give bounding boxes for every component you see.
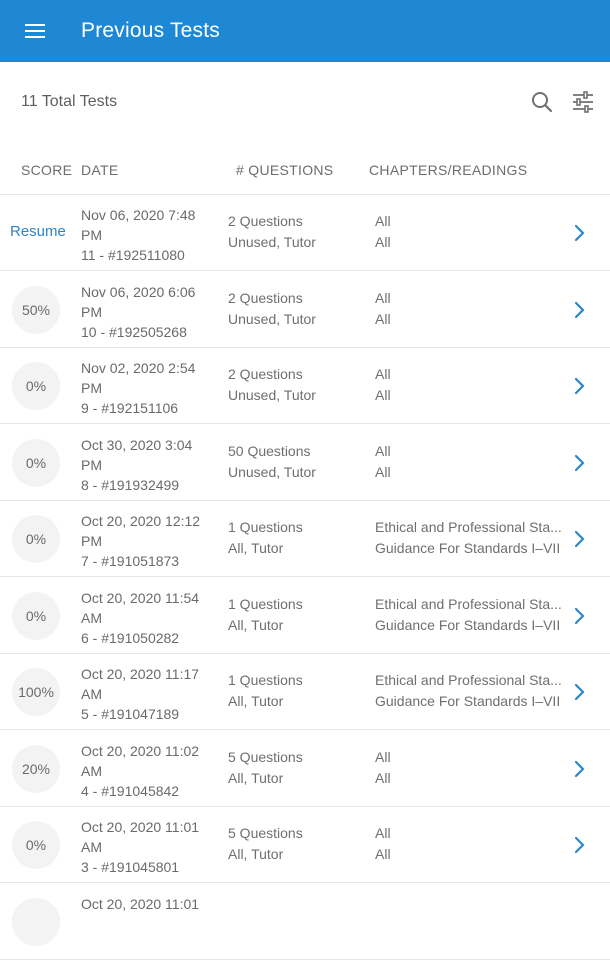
test-id: 11 - #192511080 [81, 247, 185, 263]
search-icon [530, 90, 554, 114]
test-date-cell [81, 741, 216, 801]
test-row[interactable] [0, 272, 610, 348]
question-mode: Unused, Tutor [228, 463, 316, 480]
question-mode: Unused, Tutor [228, 387, 316, 403]
test-date: Oct 30, 2020 3:04 PM [81, 436, 193, 473]
questions-cell [228, 288, 316, 330]
test-id: 4 - #191045842 [81, 782, 180, 799]
chevron-right-icon[interactable] [573, 835, 587, 855]
test-id: 9 - #192151106 [81, 400, 179, 416]
questions-cell [228, 670, 303, 712]
chapters-cell [375, 211, 565, 253]
test-date: Oct 20, 2020 11:01 [81, 895, 200, 912]
reading-name: All [375, 310, 391, 327]
question-count: 5 Questions [228, 825, 303, 841]
question-mode: Unused, Tutor [228, 234, 316, 250]
chapter-name: Ethical and Professional Sta... [375, 595, 562, 612]
chapters-cell [375, 670, 565, 712]
test-date: Nov 06, 2020 6:06 PM [81, 283, 196, 320]
chapter-name: All [375, 442, 391, 459]
test-row[interactable] [0, 731, 610, 807]
test-date: Oct 20, 2020 11:17 AM [81, 666, 200, 702]
score-badge: 0% [12, 439, 60, 487]
resume-link[interactable]: Resume [10, 223, 66, 240]
question-mode: Unused, Tutor [228, 310, 316, 327]
test-id: 7 - #191051873 [81, 553, 180, 569]
test-date-cell [81, 435, 216, 495]
chapters-cell [375, 594, 565, 636]
test-date-cell [81, 282, 216, 342]
chapter-name: All [375, 213, 391, 229]
reading-name: All [375, 846, 391, 862]
chapters-cell [375, 441, 565, 483]
test-date: Oct 20, 2020 11:01 AM [81, 819, 200, 855]
menu-button[interactable] [0, 0, 76, 62]
test-row[interactable] [0, 807, 610, 883]
column-header-date[interactable]: DATE [81, 162, 119, 178]
test-date: Nov 06, 2020 7:48 PM [81, 207, 196, 243]
test-row[interactable] [0, 654, 610, 730]
chevron-right-icon[interactable] [573, 300, 587, 320]
test-date: Oct 20, 2020 11:54 AM [81, 589, 200, 626]
chapters-cell [375, 364, 565, 406]
chevron-right-icon[interactable] [573, 376, 587, 396]
questions-cell [228, 594, 303, 636]
questions-cell [228, 823, 303, 865]
reading-name: All [375, 234, 391, 250]
reading-name: Guidance For Standards I–VII [375, 616, 561, 633]
column-header-score[interactable]: SCORE [21, 162, 73, 178]
filter-button[interactable] [571, 90, 595, 114]
test-date: Oct 20, 2020 11:02 AM [81, 742, 200, 779]
score-badge: 0% [12, 515, 60, 563]
question-mode: All, Tutor [228, 540, 284, 556]
chevron-right-icon[interactable] [573, 606, 587, 626]
question-count: 2 Questions [228, 213, 303, 229]
test-date-cell [81, 588, 216, 648]
test-date-cell [81, 817, 216, 877]
chapters-cell [375, 747, 565, 789]
hamburger-icon [25, 23, 45, 39]
test-id: 8 - #191932499 [81, 476, 180, 493]
column-headers [0, 142, 610, 195]
column-header-questions[interactable]: # QUESTIONS [236, 162, 334, 178]
question-count: 2 Questions [228, 366, 303, 382]
question-count: 5 Questions [228, 748, 303, 765]
score-badge: 50% [12, 286, 60, 334]
question-mode: All, Tutor [228, 616, 284, 633]
test-id: 6 - #191050282 [81, 629, 180, 646]
test-row[interactable] [0, 348, 610, 424]
question-mode: All, Tutor [228, 693, 284, 709]
test-date-cell [81, 511, 216, 571]
questions-cell [228, 747, 303, 789]
test-id: 10 - #192505268 [81, 323, 187, 340]
score-badge: 0% [12, 821, 60, 869]
questions-cell [228, 364, 316, 406]
questions-cell [228, 211, 316, 253]
question-count: 2 Questions [228, 289, 303, 306]
test-row[interactable] [0, 195, 610, 271]
test-id: 3 - #191045801 [81, 859, 180, 875]
chevron-right-icon[interactable] [573, 529, 587, 549]
test-row[interactable] [0, 425, 610, 501]
reading-name: All [375, 463, 391, 480]
test-date: Nov 02, 2020 2:54 PM [81, 360, 196, 396]
chapters-cell [375, 517, 565, 559]
chapter-name: All [375, 825, 391, 841]
chapters-cell [375, 288, 565, 330]
app-bar [0, 0, 610, 62]
score-badge: 100% [12, 668, 60, 716]
chapter-name: Ethical and Professional Sta... [375, 672, 562, 688]
test-date-cell [81, 894, 216, 914]
score-badge: 0% [12, 592, 60, 640]
filter-sliders-icon [571, 90, 595, 114]
score-badge: 20% [12, 745, 60, 793]
chapter-name: Ethical and Professional Sta... [375, 519, 562, 535]
chevron-right-icon[interactable] [573, 682, 587, 702]
test-date: Oct 20, 2020 12:12 PM [81, 513, 201, 549]
reading-name: All [375, 769, 391, 786]
score-badge: 0% [12, 362, 60, 410]
question-count: 1 Questions [228, 519, 303, 535]
chevron-right-icon[interactable] [573, 453, 587, 473]
test-date-cell [81, 664, 216, 724]
question-mode: All, Tutor [228, 846, 284, 862]
test-id: 5 - #191047189 [81, 706, 180, 722]
search-button[interactable] [530, 90, 554, 114]
total-tests-count: 11 Total Tests [21, 93, 118, 110]
reading-name: Guidance For Standards I–VII [375, 540, 561, 556]
questions-cell [228, 441, 316, 483]
chevron-right-icon[interactable] [573, 223, 587, 243]
summary-bar [0, 62, 610, 142]
reading-name: All [375, 387, 391, 403]
chapter-name: All [375, 748, 391, 765]
question-mode: All, Tutor [228, 769, 284, 786]
test-row[interactable] [0, 884, 610, 960]
chapter-name: All [375, 366, 391, 382]
page-title: Previous Tests [81, 19, 220, 42]
test-date-cell [81, 205, 216, 265]
question-count: 1 Questions [228, 672, 303, 688]
question-count: 50 Questions [228, 442, 311, 459]
test-row[interactable] [0, 578, 610, 654]
test-date-cell [81, 358, 216, 418]
column-header-chapters[interactable]: CHAPTERS/READINGS [369, 162, 528, 178]
chapter-name: All [375, 289, 391, 306]
questions-cell [228, 517, 303, 559]
score-badge [12, 898, 60, 946]
test-row[interactable] [0, 501, 610, 577]
reading-name: Guidance For Standards I–VII [375, 693, 561, 709]
question-count: 1 Questions [228, 595, 303, 612]
chapters-cell [375, 823, 565, 865]
chevron-right-icon[interactable] [573, 759, 587, 779]
